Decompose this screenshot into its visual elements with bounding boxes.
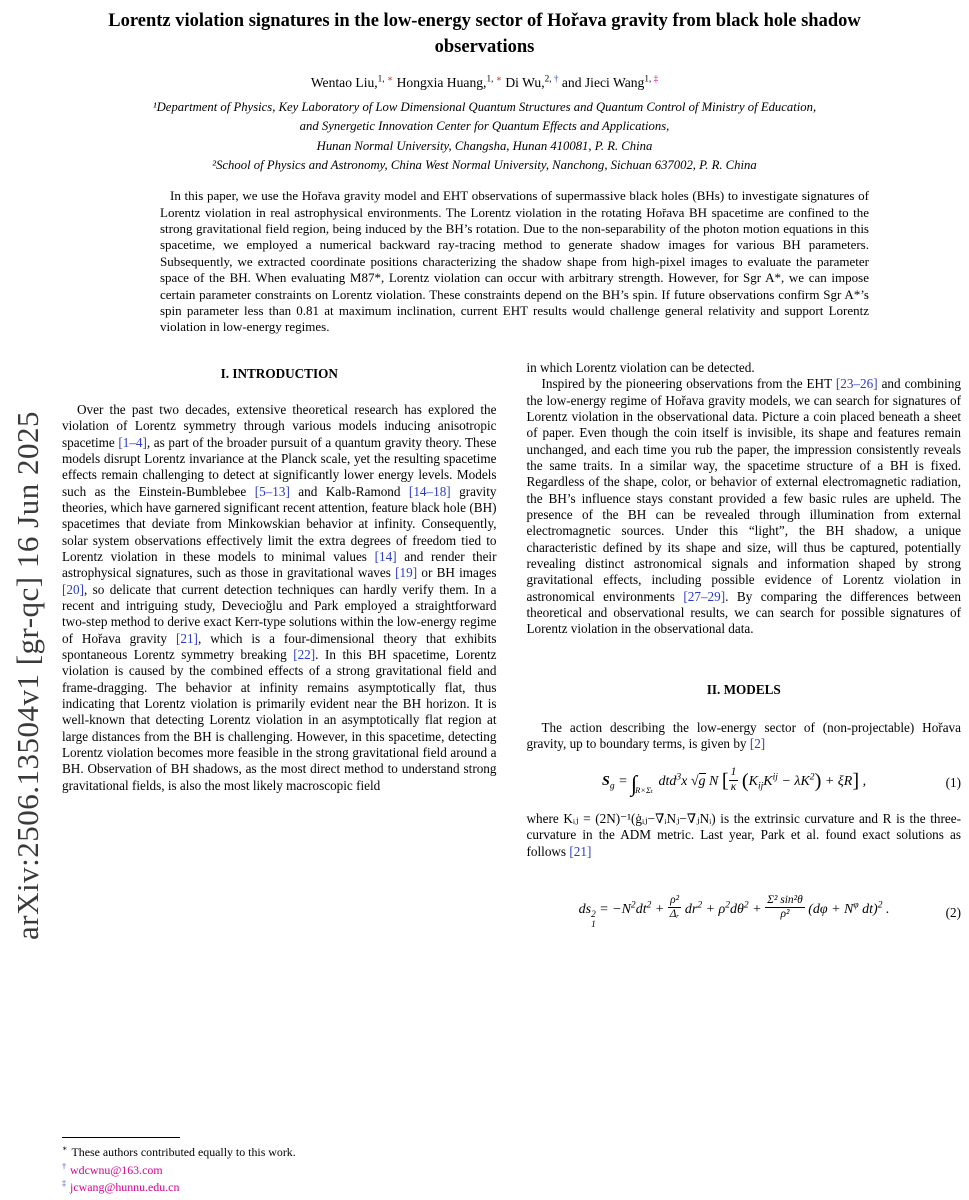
abstract: In this paper, we use the Hořava gravity model and EHT observations of supermassive black holes (BHs) to investigate signatures of Lorentz violation in real astrophysical environments. The Lorentz violation in the rotating Hořava BH spacetime are confined to the strong gravitational field region, being induced by the BH’s rotation. Due to the non-separability of the photon motion equations in this spacetime, we employed a numerical backward ray-tracing method to generate shadow images for various BH parameters. Subsequently, we extracted coordinate positions characterizing the shadow shape from high-pixel images to evaluate the parameter space of the BH. When evaluating M87*, Lorentz violation can occur with arbitrary strength. However, for Sgr A*, we can impose certain parameter constraints on Lorentz violation. These constraints depend on the BH’s spin. If future observations confirm Sgr A*’s spin parameter less than 0.81 at maximum inclination, current EHT results would challenge general relativity and support Lorentz violation in low-energy regimes. xyxy=(160,188,869,335)
citation-link[interactable]: [21] xyxy=(175,630,198,646)
section-heading-models: II. MODELS xyxy=(706,681,781,697)
continuation-paragraph: in which Lorentz violation can be detected. xyxy=(526,359,755,375)
citation-link[interactable]: [14–18] xyxy=(408,483,451,499)
footnote-text: These authors contributed equally to this work. xyxy=(71,1145,296,1160)
paper-title: Lorentz violation signatures in the low-energy sector of Hořava gravity from black hole shadow observations xyxy=(108,11,861,57)
affiliation-line-1: ¹Department of Physics, Key Laboratory of Low Dimensional Quantum Structures and Quantum Control of Ministry of Education, xyxy=(152,100,817,114)
equation-2-body: ds 2 1 = $-N^2dt^2$ + $\frac{\text{ρ²}}{\text{Δᵣ}}$ $dr^2 + \rho^2d\theta^2$ + $\frac{\text{Σ² sin²θ}}{\text{ρ²}}$ ($d\varphi + N^\varphi$ dt)$^2$ . xyxy=(578,893,890,929)
affiliation-line-3: Hunan Normal University, Changsha, Hunan 410081, P. R. China xyxy=(316,138,653,153)
double-dagger-footnote-marker: ‡ xyxy=(62,1179,67,1189)
citation-link[interactable]: [27–29] xyxy=(683,588,726,604)
footnote-email-2 xyxy=(62,1179,496,1197)
equation-2-number: (2) xyxy=(945,904,961,920)
equation-1-number: (1) xyxy=(945,774,961,790)
email-link-jcwang[interactable]: jcwang@hunnu.edu.cn xyxy=(70,1180,180,1195)
email-link-wdcwnu[interactable]: wdcwnu@163.com xyxy=(70,1162,163,1177)
asterisk-footnote-marker: ∗ xyxy=(62,1144,68,1154)
extrinsic-curvature-paragraph: where Kᵢⱼ = (2N)⁻¹(ġᵢⱼ−∇ᵢNⱼ−∇ⱼNᵢ) is the extrinsic curvature and R is the three-curvature in the ADM metric. Last year, Park et al. found exact solutions as follows [21] xyxy=(526,810,961,859)
citation-link[interactable]: [1–4] xyxy=(118,434,147,450)
footnote-block xyxy=(62,1137,496,1197)
citation-link[interactable]: [21] xyxy=(569,843,592,859)
citation-link[interactable]: [14] xyxy=(374,548,397,564)
footnote-equal-contribution xyxy=(62,1144,496,1162)
citation-link[interactable]: [22] xyxy=(293,647,316,662)
action-intro-paragraph: The action describing the low-energy sector of (non-projectable) Hořava gravity, up to boundary terms, is given by [2] xyxy=(526,719,961,752)
section-heading-introduction: I. INTRODUCTION xyxy=(220,365,338,381)
citation-link[interactable]: [19] xyxy=(395,565,418,581)
footnote-email-1 xyxy=(62,1162,496,1180)
affiliation-line-2: and Synergetic Innovation Center for Quantum Effects and Applications, xyxy=(299,119,670,134)
equation-1 xyxy=(527,768,962,797)
eht-analogy-paragraph: Inspired by the pioneering observations from the EHT [23–26] and combining the low-energy regime of Hořava gravity models, we can search for signatures of Lorentz violation in the observational data. Picture a coin placed beneath a sheet of paper. Even though the coin itself is invisible, its shape and features remain unchanged, and each time you rub the paper, the impression consistently reveals the same traits. In a similar way, the spacetime structure of a BH is fixed. Regardless of the shape, color, or behavior of external electromagnetic radiation, the BH’s influence stays constant provided a few basic rules are upheld. The presence of the BH can be revealed through illumination from external electromagnetic sources. Under this “light”, the BH shadow, a unique characteristic defined by its shape and size, will thus be captured, potentially revealing distinct astronomical signals and information shaped by strong gravitational effects, including possible evidence of Lorentz violation in astronomical environments [27–29]. By comparing the differences between theoretical and observational results, we can search for possible signatures of Lorentz violation in the observational data. xyxy=(526,376,961,637)
affiliation-line-4: ²School of Physics and Astronomy, China West Normal University, Nanchong, Sichuan 637002, P. R. China xyxy=(212,157,757,172)
right-column xyxy=(527,360,962,944)
introduction-paragraph: Over the past two decades, extensive theoretical research has explored the violation of Lorentz symmetry through various models inducing anisotropic spacetime [1–4], as part of the broader pursuit of a quantum gravity theory. These models disrupt Lorentz invariance at the Planck scale, yet the resulting spacetime effects remain challenging to detect at significantly lower energy levels. Models such as the Einstein-Bumblebee [5–13] and Kalb-Ramond [14–18] gravity theories, which have garnered significant recent attention, feature black hole (BH) spacetimes that deviate from Minkowskian behavior at infinity. Consequently, solar system observations effectively limit the extra degrees of freedom tied to Lorentz violation in these models to minimal values [14] and render their astrophysical signatures, such as those in gravitational waves [19] or BH images [20], so delicate that current detection techniques can hardly verify them. In a recent and intriguing study, Devecioğlu and Park employed a straightforward two-step method to derive exact Kerr-type solutions within the low-energy regime of Hořava gravity [21], which is a four-dimensional theory that exhibits spontaneous Lorentz symmetry breaking [22]. In this BH spacetime, Lorentz violation is caused by the combined effects of a strong gravitational field and frame-dragging. The behavior at infinity remains asymptotically flat, thus indicating that Lorentz violation is primarily evident near the BH horizon. It is well-known that detecting Lorentz violation in an asymptotically flat region at large distances from the BH is challenging. However, in this spacetime, detecting Lorentz violation becomes more feasible in the strong gravitational field around a BH. Observation of BH shadows, as the most direct method to understand strong gravitational fields, is also the most likely macroscopic field xyxy=(62,401,497,793)
citation-link[interactable]: [20] xyxy=(62,581,84,597)
dagger-footnote-marker: † xyxy=(62,1161,67,1171)
author-line: Wentao Liu,$^{1,}$ ∗ Hongxia Huang,$^{1,}$ ∗ Di Wu,$^{2,}$ † and Jieci Wang$^{1,}$ ‡ xyxy=(310,73,659,90)
left-column xyxy=(62,360,497,944)
equation-1-body: $S_g = \int_{R\times\Sigma_t}$ dtd$^3$x √g N [ $\frac{1}{\kappa}$ $(K_{ij}K^{ij} - \lambda K^2) + \xi R$] , xyxy=(602,766,867,796)
affiliations xyxy=(0,98,969,175)
arxiv-watermark: arXiv:2506.13504v1 [gr-qc] 16 Jun 2025 xyxy=(10,411,45,940)
footnote-rule xyxy=(62,1137,180,1138)
citation-link[interactable]: [23–26] xyxy=(835,376,878,392)
two-column-body xyxy=(62,360,961,944)
citation-link[interactable]: [5–13] xyxy=(254,483,290,499)
citation-link[interactable]: [2] xyxy=(749,736,766,752)
equation-2 xyxy=(527,893,962,929)
